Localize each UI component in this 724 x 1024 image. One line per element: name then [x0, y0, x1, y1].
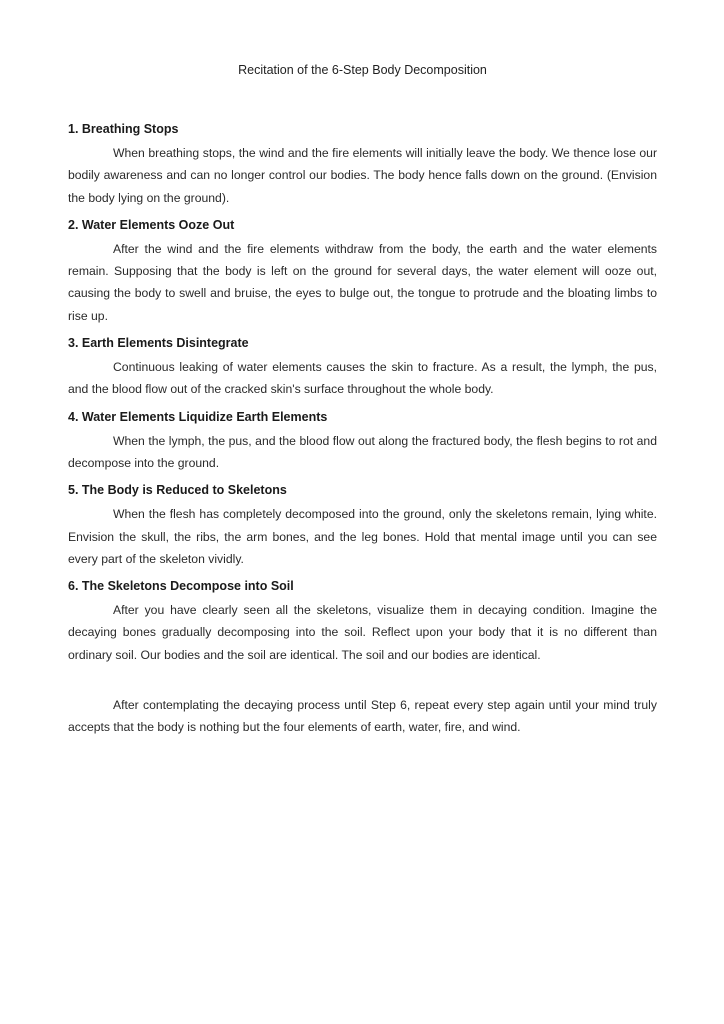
section-heading: 5. The Body is Reduced to Skeletons [68, 483, 287, 498]
section-body: When breathing stops, the wind and the fire elements will initially leave the body. We thence lose our bodily awareness and can no longer control our bodies. The body hence falls down on the ground. (Envision the body lying on the ground). [68, 146, 657, 205]
closing-paragraph: After contemplating the decaying process until Step 6, repeat every step again until your mind truly accepts that the body is nothing but the four elements of earth, water, fire, and wind. [68, 698, 657, 735]
section-body: Continuous leaking of water elements causes the skin to fracture. As a result, the lymph, the pus, and the blood flow out of the cracked skin's surface throughout the whole body. [68, 360, 657, 397]
section-water-liquidize-earth [68, 406, 657, 475]
section-body: When the flesh has completely decomposed into the ground, only the skeletons remain, lying white. Envision the skull, the ribs, the arm bones, and the leg bones. Hold that mental image until you can see every part of the skeleton vividly. [68, 507, 657, 566]
section-breathing-stops [68, 118, 657, 209]
section-reduced-to-skeletons [68, 479, 657, 570]
section-body: When the lymph, the pus, and the blood flow out along the fractured body, the flesh begins to rot and decompose into the ground. [68, 433, 657, 470]
section-heading: 1. Breathing Stops [68, 122, 179, 136]
section-earth-elements-disintegrate [68, 332, 657, 401]
section-heading: 3. Earth Elements Disintegrate [68, 336, 249, 351]
document-title: Recitation of the 6-Step Body Decomposition [238, 63, 487, 77]
section-body: After you have clearly seen all the skeletons, visualize them in decaying condition. Imagine the decaying bones gradually decomposing into the soil. Reflect upon your body that it is no different than ordinary soil. Our bodies and the soil are identical. The soil and our bodies are identical. [68, 603, 657, 662]
section-body: After the wind and the fire elements withdraw from the body, the earth and the water elements remain. Supposing that the body is left on the ground for several days, the water element will ooze out, causing the body to swell and bruise, the eyes to bulge out, the tongue to protrude and the bloating limbs to rise up. [68, 241, 657, 323]
section-water-elements-ooze-out [68, 214, 657, 327]
document-page [68, 60, 657, 739]
section-skeletons-into-soil [68, 575, 657, 666]
section-heading: 2. Water Elements Ooze Out [68, 217, 235, 232]
section-heading: 4. Water Elements Liquidize Earth Elements [68, 409, 328, 424]
section-heading: 6. The Skeletons Decompose into Soil [68, 579, 294, 594]
